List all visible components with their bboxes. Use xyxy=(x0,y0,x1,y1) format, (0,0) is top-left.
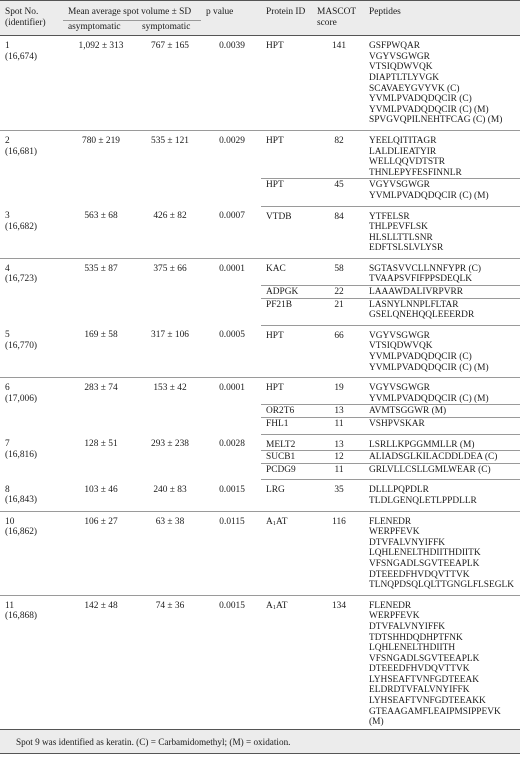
spot-number: 6 xyxy=(5,383,10,394)
protein-id: HPT xyxy=(266,383,284,394)
protein-id: HPT xyxy=(261,36,312,131)
peptide-list: VGYVSGWGR YVMLPVADQDQCIR (C) (M) xyxy=(369,383,489,404)
table-row xyxy=(0,511,520,595)
mascot-score: 141 xyxy=(312,36,364,131)
mascot-score: 84 xyxy=(312,206,364,258)
spot-number: 1 xyxy=(5,41,10,52)
header-protein: Protein ID xyxy=(266,7,306,17)
mascot-score: 13 xyxy=(312,405,364,418)
spot-identifier: (17,006) xyxy=(5,393,38,404)
mascot-score: 13 xyxy=(334,439,344,450)
spot-cell xyxy=(0,378,63,434)
mascot-score: 45 xyxy=(312,179,364,206)
table-row xyxy=(0,130,520,178)
protein-id: $A_1AT$ xyxy=(261,511,312,595)
p-value: 0.0001 xyxy=(219,383,245,394)
header-row xyxy=(0,1,520,21)
asymptomatic-value: 142 ± 48 xyxy=(63,595,137,732)
spot-identifier: (16,862) xyxy=(5,527,38,538)
peptide-list: FLENEDR WERPFEVK DTVFALVNYIFFK LQHLENELTHDIITHDIITK VFSNGADLSGVTEEAPLK DTEEEDFHVDQVTTVK TLNQPDSQLQLTTGNGLFLSEGLK xyxy=(364,511,520,595)
asymptomatic-value: 128 ± 51 xyxy=(84,439,118,450)
peptide-list: SGTASVVCLLNNFYPR (C) TVAAPSVFIFPPSDEQLK xyxy=(369,263,482,285)
asymptomatic-value: 1,092 ± 313 xyxy=(63,36,137,131)
spot-identifier: (16,843) xyxy=(5,495,38,506)
protein-id: HPT xyxy=(266,135,284,146)
spot-cell xyxy=(0,325,63,377)
header-mean: Mean average spot volume ± SD xyxy=(63,1,201,21)
spot-identifier: (16,674) xyxy=(5,51,38,62)
asymptomatic-value: 169 ± 58 xyxy=(63,325,137,377)
spot-identifier: (16,681) xyxy=(5,146,38,157)
peptide-list: DLLLPQPDLR TLDLGENQLETLPPDLLR xyxy=(364,480,520,511)
mascot-score: 11 xyxy=(312,463,364,480)
spot-cell xyxy=(0,206,63,258)
table-body xyxy=(0,36,520,733)
spot-number: 4 xyxy=(5,263,10,274)
asymptomatic-value: 283 ± 74 xyxy=(84,383,118,394)
symptomatic-value: 317 ± 106 xyxy=(137,325,201,377)
spot-number: 3 xyxy=(5,211,10,221)
peptide-list: AVMTSGGWR (M) xyxy=(364,405,520,418)
protein-id: OR2T6 xyxy=(261,405,312,418)
symptomatic-value: 293 ± 238 xyxy=(151,439,189,450)
p-value: 0.0015 xyxy=(201,595,261,732)
peptide-list: ALIADSGLKILACDDLDEA (C) xyxy=(364,451,520,464)
spot-number: 8 xyxy=(5,484,10,495)
table-row xyxy=(0,206,520,258)
header-mascot: MASCOT score xyxy=(317,7,356,28)
protein-id: KAC xyxy=(266,263,286,274)
p-value: 0.0039 xyxy=(201,36,261,131)
header-asymptomatic: asymptomatic xyxy=(68,21,121,32)
spot-cell xyxy=(0,595,63,732)
symptomatic-value: 767 ± 165 xyxy=(137,36,201,131)
peptide-list: VSHPVSKAR xyxy=(364,418,520,435)
spot-cell xyxy=(0,36,63,131)
spot-number: 10 xyxy=(5,516,15,527)
peptide-list: GSFPWQAR VGYVSGWGR VTSIQDWVQK DIAPTLTLYVGK SCAVAEYGVYVK (C) YVMLPVADQDQCIR (C) YVMLPVADQDQCIR (C) (M) SPVGVQPILNEHTFCAG (C) (M) xyxy=(364,36,520,131)
protein-id: PF21B xyxy=(261,298,312,325)
peptide-list: GRLVLLCSLLGMLWEAR (C) xyxy=(364,463,520,480)
mascot-score: 58 xyxy=(334,263,344,274)
protein-id: SUCB1 xyxy=(261,451,312,464)
protein-id: ADPGK xyxy=(261,286,312,299)
mascot-score: 21 xyxy=(312,298,364,325)
table-row xyxy=(0,36,520,131)
asymptomatic-value: 535 ± 87 xyxy=(84,263,118,274)
spot-cell xyxy=(0,511,63,595)
mascot-score: 116 xyxy=(312,511,364,595)
spot-cell xyxy=(0,434,63,480)
protein-id: FHL1 xyxy=(261,418,312,435)
spot-number: 5 xyxy=(5,330,10,341)
protein-id: LRG xyxy=(261,480,312,511)
table-row xyxy=(0,258,520,285)
protein-id: HPT xyxy=(261,179,312,206)
mascot-score: 35 xyxy=(312,480,364,511)
spot-number: 2 xyxy=(5,135,10,146)
table-row xyxy=(0,595,520,732)
spot-cell xyxy=(0,258,63,325)
mascot-score: 134 xyxy=(312,595,364,732)
peptide-list: YEELQITITAGR LALDLIEATYIR WELLQQVDTSTR THNLEPYFESFINNLR xyxy=(369,135,462,178)
protein-id: MELT2 xyxy=(266,439,296,450)
p-value: 0.0115 xyxy=(201,511,261,595)
protein-id: VTDB xyxy=(261,206,312,258)
symptomatic-value: 240 ± 83 xyxy=(137,480,201,511)
table-row xyxy=(0,434,520,451)
peptide-list: YTFELSR THLPEVFLSK HLSLLTTLSNR EDFTSLSLVLYSR xyxy=(364,206,520,258)
peptide-list: LAAAWDALIVRPVRR xyxy=(364,286,520,299)
mascot-score: 19 xyxy=(334,383,344,394)
spot-identifier: (16,770) xyxy=(5,340,38,351)
peptide-list: VGYVSGWGR VTSIQDWVQK YVMLPVADQDQCIR (C) YVMLPVADQDQCIR (C) (M) xyxy=(364,325,520,377)
asymptomatic-value: 106 ± 27 xyxy=(63,511,137,595)
protein-id: HPT xyxy=(261,325,312,377)
mascot-score: 12 xyxy=(312,451,364,464)
p-value: 0.0028 xyxy=(219,439,245,450)
header-pvalue: p value xyxy=(206,7,234,17)
mascot-score: 82 xyxy=(334,135,344,146)
p-value: 0.0005 xyxy=(201,325,261,377)
mascot-score: 11 xyxy=(312,418,364,435)
header-peptides: Peptides xyxy=(369,7,401,17)
asymptomatic-value: 780 ± 219 xyxy=(82,135,120,146)
protein-id: $A_1AT$ xyxy=(261,595,312,732)
symptomatic-value: 63 ± 38 xyxy=(137,511,201,595)
peptide-list: FLENEDR WERPFEVK DTVFALVNYIFFK TDTSHHDQDHPTFNK LQHLENELTHDIITH VFSNGADLSGVTEEAPLK DTEEEDFHVDQVTTVK LYHSEAFTVNFGDTEEAK ELDRDTVFALVNYIFFK LYHSEAFTVNFGDTEEAKK GTEAAGAMFLEAIPMSIPPEVK (M) xyxy=(364,595,520,732)
spot-identifier: (16,816) xyxy=(5,449,38,460)
p-value: 0.0029 xyxy=(219,135,245,146)
spot-identifier: (16,868) xyxy=(5,611,38,622)
spot-number: 11 xyxy=(5,600,15,611)
p-value: 0.0015 xyxy=(201,480,261,511)
table-row xyxy=(0,378,520,405)
symptomatic-value: 153 ± 42 xyxy=(153,383,187,394)
symptomatic-value: 74 ± 36 xyxy=(137,595,201,732)
spot-cell xyxy=(0,130,63,206)
header-symptomatic: symptomatic xyxy=(142,21,191,32)
table-row xyxy=(0,325,520,377)
symptomatic-value: 375 ± 66 xyxy=(153,263,187,274)
peptide-list: LASNYLNNPLFLTAR GSELQNEHQQLEEERDR xyxy=(364,298,520,325)
symptomatic-value: 535 ± 121 xyxy=(151,135,189,146)
spot-identifier: (16,723) xyxy=(5,274,38,285)
mascot-score: 66 xyxy=(312,325,364,377)
table-footnote: Spot 9 was identified as keratin. (C) = Carbamidomethyl; (M) = oxidation. xyxy=(0,729,520,754)
p-value: 0.0001 xyxy=(219,263,245,274)
peptide-list: LSRLLKPGGMMLLR (M) xyxy=(369,439,475,450)
p-value: 0.0007 xyxy=(201,206,261,258)
spot-cell xyxy=(0,480,63,511)
header-spot: Spot No. (identifier) xyxy=(5,7,46,28)
peptide-list: VGYVSGWGR YVMLPVADQDQCIR (C) (M) xyxy=(364,179,520,206)
asymptomatic-value: 563 ± 68 xyxy=(63,206,137,258)
spot-identifier: (16,682) xyxy=(5,221,38,232)
spot-number: 7 xyxy=(5,439,10,450)
mascot-score: 22 xyxy=(312,286,364,299)
symptomatic-value: 426 ± 82 xyxy=(137,206,201,258)
asymptomatic-value: 103 ± 46 xyxy=(63,480,137,511)
protein-id: PCDG9 xyxy=(261,463,312,480)
table-row xyxy=(0,480,520,511)
